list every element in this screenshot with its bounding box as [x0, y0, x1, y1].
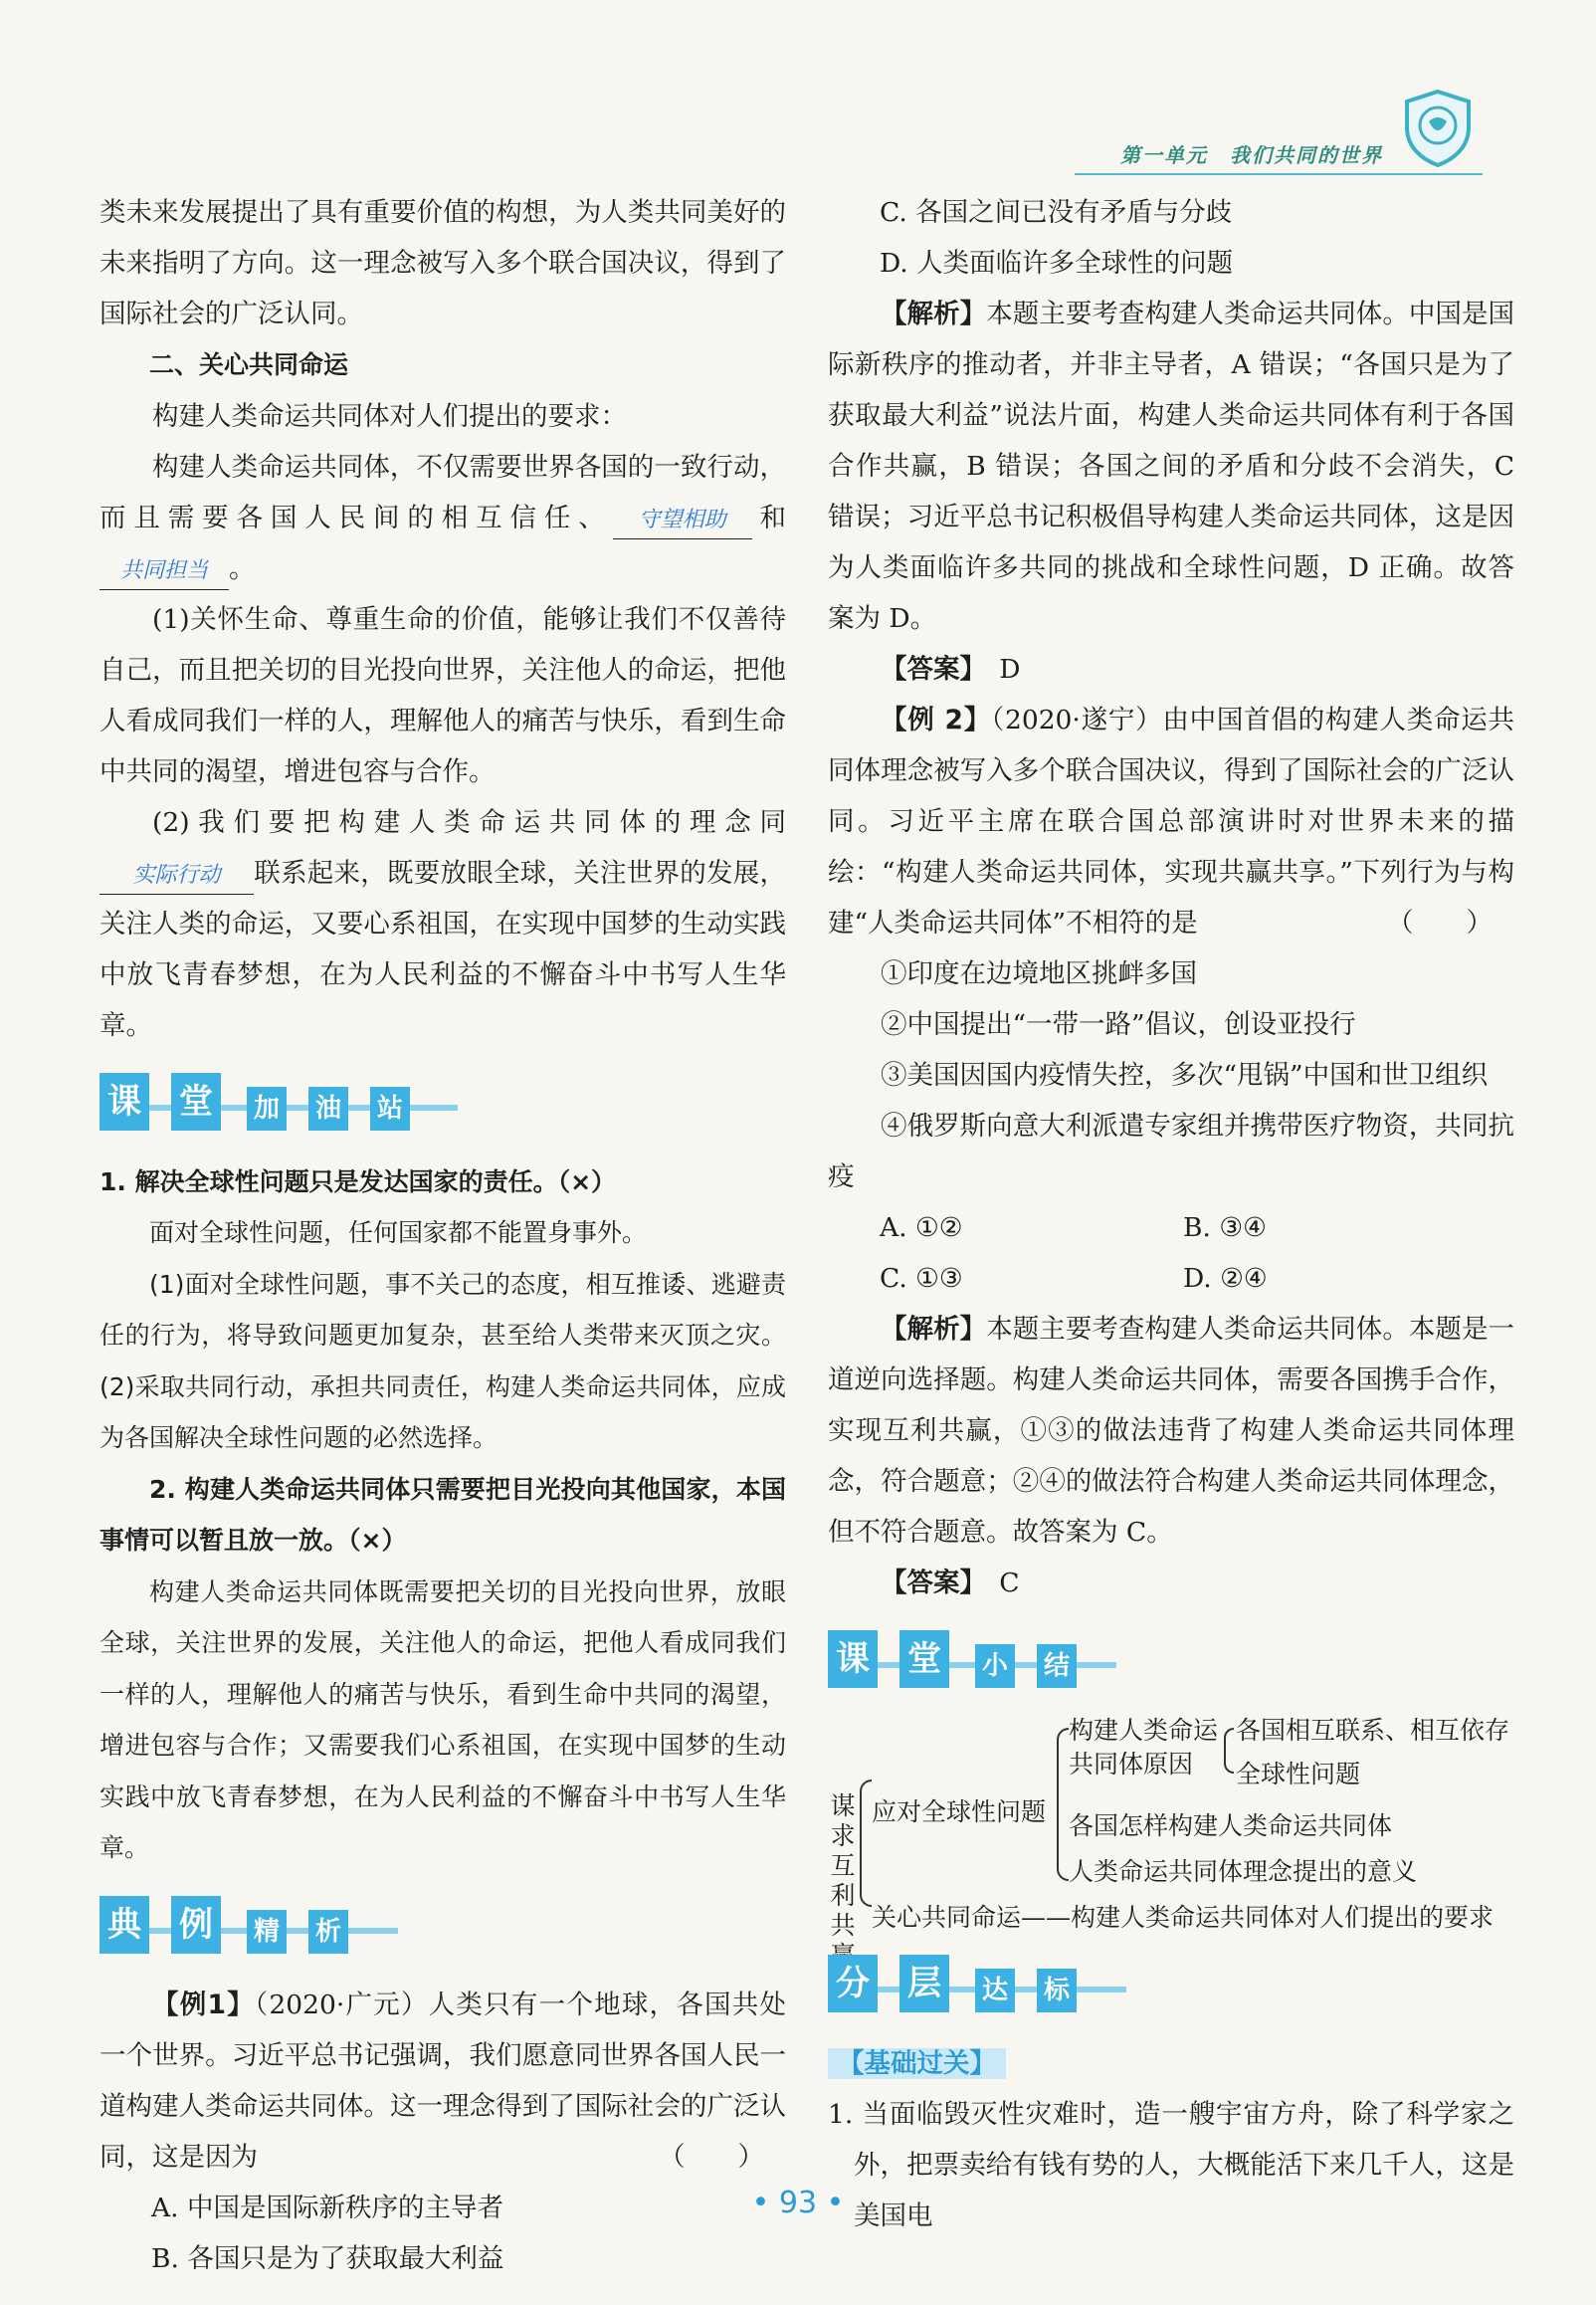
example-2-item: ②中国提出“一带一路”倡议，创设亚投行 [881, 1009, 1356, 1040]
banner-char: 析 [308, 1910, 348, 1954]
banner-char: 课 [100, 1073, 149, 1131]
banner-char: 加 [247, 1087, 287, 1131]
header-divider [1075, 173, 1483, 175]
banner-char: 堂 [171, 1073, 221, 1131]
practice-question-1: 1. 当面临毁灭性灾难时，造一艘宇宙方舟，除了科学家之外，把票卖给有钱有势的人，大概能活下来几千人，这是美国电 [828, 2099, 1514, 2231]
right-column [828, 187, 1514, 2241]
brace-root [860, 1780, 872, 1907]
requirement-text-b: 和 [751, 502, 786, 533]
point-2-text-a: (2)我们要把构建人类命运共同体的理念同 [152, 806, 786, 838]
summary-branch-1-3: 人类命运共同体理念提出的意义 [1069, 1857, 1418, 1886]
example-2-options-row [828, 1202, 1514, 1253]
analysis-tag: 【解析】 [881, 1314, 987, 1345]
blank-answer-3: 实际行动 [132, 862, 221, 888]
summary-diagram [828, 1714, 1514, 1940]
example-2-answer [828, 1558, 1514, 1608]
page-number: • 93 • [751, 2186, 845, 2220]
page-header [1075, 88, 1512, 179]
option-d: D. ②④ [1183, 1263, 1268, 1294]
question-2: 2. 构建人类命运共同体只需要把目光投向其他国家，本国事情可以暂且放一放。（×） [100, 1474, 786, 1555]
banner-char: 标 [1037, 1969, 1077, 2012]
summary-branch-1-1: 构建人类命运 [1069, 1716, 1219, 1745]
example-2-item: ③美国因国内疫情失控，多次“甩锅”中国和世卫组织 [881, 1060, 1489, 1091]
banner-char: 分 [828, 1955, 878, 2012]
banner-example-analysis [100, 1890, 786, 1968]
option-c: C. ①③ [880, 1263, 963, 1294]
summary-branch-2: 关心共同命运——构建人类命运共同体对人们提出的要求 [872, 1903, 1495, 1932]
example-1-answer [828, 644, 1514, 695]
left-column [100, 187, 786, 2284]
example-1-tag: 【例1】 [152, 1989, 255, 2020]
requirement-heading: 构建人类命运共同体对人们提出的要求： [152, 400, 627, 432]
answer-tag: 【答案】 [881, 1568, 973, 1598]
point-2 [100, 797, 786, 1051]
banner-char: 例 [171, 1896, 221, 1954]
summary-root: 谋求互利共 [830, 1791, 856, 1940]
answer-parentheses: （ ） [659, 2141, 764, 2173]
banner-char: 油 [308, 1087, 348, 1131]
example-1-text: （2020·广元）人类只有一个地球，各国共处一个世界。习近平总书记强调，我们愿意同世界各国人民一道构建人类命运共同体。这一理念得到了国际社会的广泛认同，这是因为 [100, 1989, 786, 2173]
unit-title: 第一单元 我们共同的世界 [1120, 143, 1383, 167]
point-1: (1)关怀生命、尊重生命的价值，能够让我们不仅善待自己，而且把关切的目光投向世界，关注他人的命运，把他人看成同我们一样的人，理解他人的痛苦与快乐，看到生命中共同的渴望，增进包容与合作。 [100, 603, 786, 787]
example-2 [828, 695, 1514, 948]
section-title: 二、关心共同命运 [149, 350, 349, 379]
banner-char: 结 [1037, 1644, 1077, 1688]
brace-branch-1-1 [1224, 1728, 1234, 1774]
requirement-paragraph [100, 442, 786, 594]
school-emblem-icon [1399, 88, 1477, 167]
banner-tiered-practice [828, 1949, 1514, 2026]
question-1: 1. 解决全球性问题只是发达国家的责任。（×） [100, 1166, 617, 1196]
basic-level-heading-text: 【基础过关】 [828, 2048, 1006, 2079]
example-1-option-c: C. 各国之间已没有矛盾与分歧 [880, 197, 1233, 228]
example-2-tag: 【例 2】 [881, 705, 991, 735]
point-2-text-b: 联系起来，既要放眼全球，关注世界的发展，关注人类的命运，又要心系祖国，在实现中国梦的生动实践中放飞青春梦想，在为人民利益的不懈奋斗中书写人生华章。 [100, 857, 786, 1041]
question-1-answer-2: (1)面对全球性问题，事不关己的态度，相互推诿、逃避责任的行为，将导致问题更加复杂，甚至给人类带来灭顶之灾。(2)采取共同行动，承担共同责任，构建人类命运共同体，应成为各国解决全球性问题的必然选择。 [100, 1269, 786, 1452]
example-1-analysis [828, 289, 1514, 644]
answer-tag: 【答案】 [881, 654, 973, 685]
summary-leaf-2: 全球性问题 [1236, 1760, 1361, 1788]
fill-blank-2[interactable] [100, 551, 229, 590]
example-2-text: （2020·遂宁）由中国首倡的构建人类命运共同体理念被写入多个联合国决议，得到了国际社会的广泛认同。习近平主席在联合国总部演讲时对世界未来的描绘：“构建人类命运共同体，实现共赢共享。”下列行为与构建“人类命运共同体”不相符的是 [828, 705, 1514, 939]
example-1 [100, 1980, 786, 2183]
answer-value: D [999, 654, 1021, 685]
question-2-answer: 构建人类命运共同体既需要把关切的目光投向世界，放眼全球，关注世界的发展，关注他人的命运，把他人看成同我们一样的人，理解他人的痛苦与快乐，看到生命中共同的渴望，增进包容与合作；又需要我们心系祖国，在实现中国梦的生动实践中放飞青春梦想，在为人民利益的不懈奋斗中书写人生华章。 [100, 1576, 786, 1862]
banner-char: 小 [975, 1644, 1015, 1688]
fill-blank-3[interactable] [100, 856, 254, 895]
option-a: A. ①② [880, 1212, 963, 1243]
banner-char: 层 [899, 1955, 949, 2012]
banner-char: 精 [247, 1910, 287, 1954]
example-1-option-d: D. 人类面临许多全球性的问题 [880, 248, 1234, 279]
answer-value: C [999, 1568, 1020, 1598]
blank-answer-1: 守望相助 [638, 507, 726, 532]
banner-classroom-boost [100, 1067, 786, 1145]
banner-char: 站 [370, 1087, 410, 1131]
summary-branch-1-2: 各国怎样构建人类命运共同体 [1069, 1811, 1393, 1840]
summary-leaf-1: 各国相互联系、相互依存 [1236, 1716, 1510, 1745]
analysis-text: 本题主要考查构建人类命运共同体。本题是一道逆向选择题。构建人类命运共同体，需要各国携手合作，实现互利共赢，①③的做法违背了构建人类命运共同体理念，符合题意；②④的做法符合构建人类命运共同体理念，但不符合题意。故答案为 C。 [828, 1314, 1515, 1548]
example-2-analysis [828, 1304, 1514, 1558]
answer-parentheses: （ ） [1387, 908, 1493, 939]
requirement-text-c: 。 [229, 552, 256, 584]
blank-answer-2: 共同担当 [119, 557, 208, 583]
basic-level-heading [828, 2038, 1514, 2089]
banner-char: 堂 [899, 1630, 949, 1688]
option-b: B. ③④ [1183, 1212, 1267, 1243]
analysis-tag: 【解析】 [881, 299, 987, 329]
example-2-options-row [828, 1253, 1514, 1304]
brace-branch-1 [1057, 1728, 1069, 1881]
banner-char: 典 [100, 1896, 149, 1954]
example-1-option-a: A. 中国是国际新秩序的主导者 [151, 2192, 503, 2223]
banner-char: 达 [975, 1969, 1015, 2012]
example-2-item: ④俄罗斯向意大利派遣专家组并携带医疗物资，共同抗疫 [828, 1111, 1514, 1192]
banner-class-summary [828, 1624, 1514, 1702]
example-2-item: ①印度在边境地区挑衅多国 [881, 958, 1197, 989]
banner-char: 课 [828, 1630, 878, 1688]
summary-branch-1-1b: 共同体原因 [1069, 1750, 1194, 1779]
analysis-text: 本题主要考查构建人类命运共同体。中国是国际新秩序的推动者，并非主导者，A 错误；“各国只是为了获取最大利益”说法片面，构建人类命运共同体有利于各国合作共赢，B 错误；各国之间的矛盾和分歧不会消失，C 错误；习近平总书记积极倡导构建人类命运共同体，这是因为人类面临许多共同的挑战和全球性问题，D 正确。故答案为 D。 [828, 299, 1515, 634]
question-1-answer-1: 面对全球性问题，任何国家都不能置身事外。 [149, 1218, 648, 1247]
example-1-option-b: B. 各国只是为了获取最大利益 [151, 2242, 504, 2274]
intro-paragraph: 类未来发展提出了具有重要价值的构想，为人类共同美好的未来指明了方向。这一理念被写入多个联合国决议，得到了国际社会的广泛认同。 [100, 197, 786, 329]
fill-blank-1[interactable] [613, 501, 752, 539]
requirement-text-a: 构建人类命运共同体，不仅需要世界各国的一致行动，而且需要各国人民间的相互信任、 [100, 451, 786, 533]
summary-branch-1: 应对全球性问题 [872, 1797, 1047, 1826]
